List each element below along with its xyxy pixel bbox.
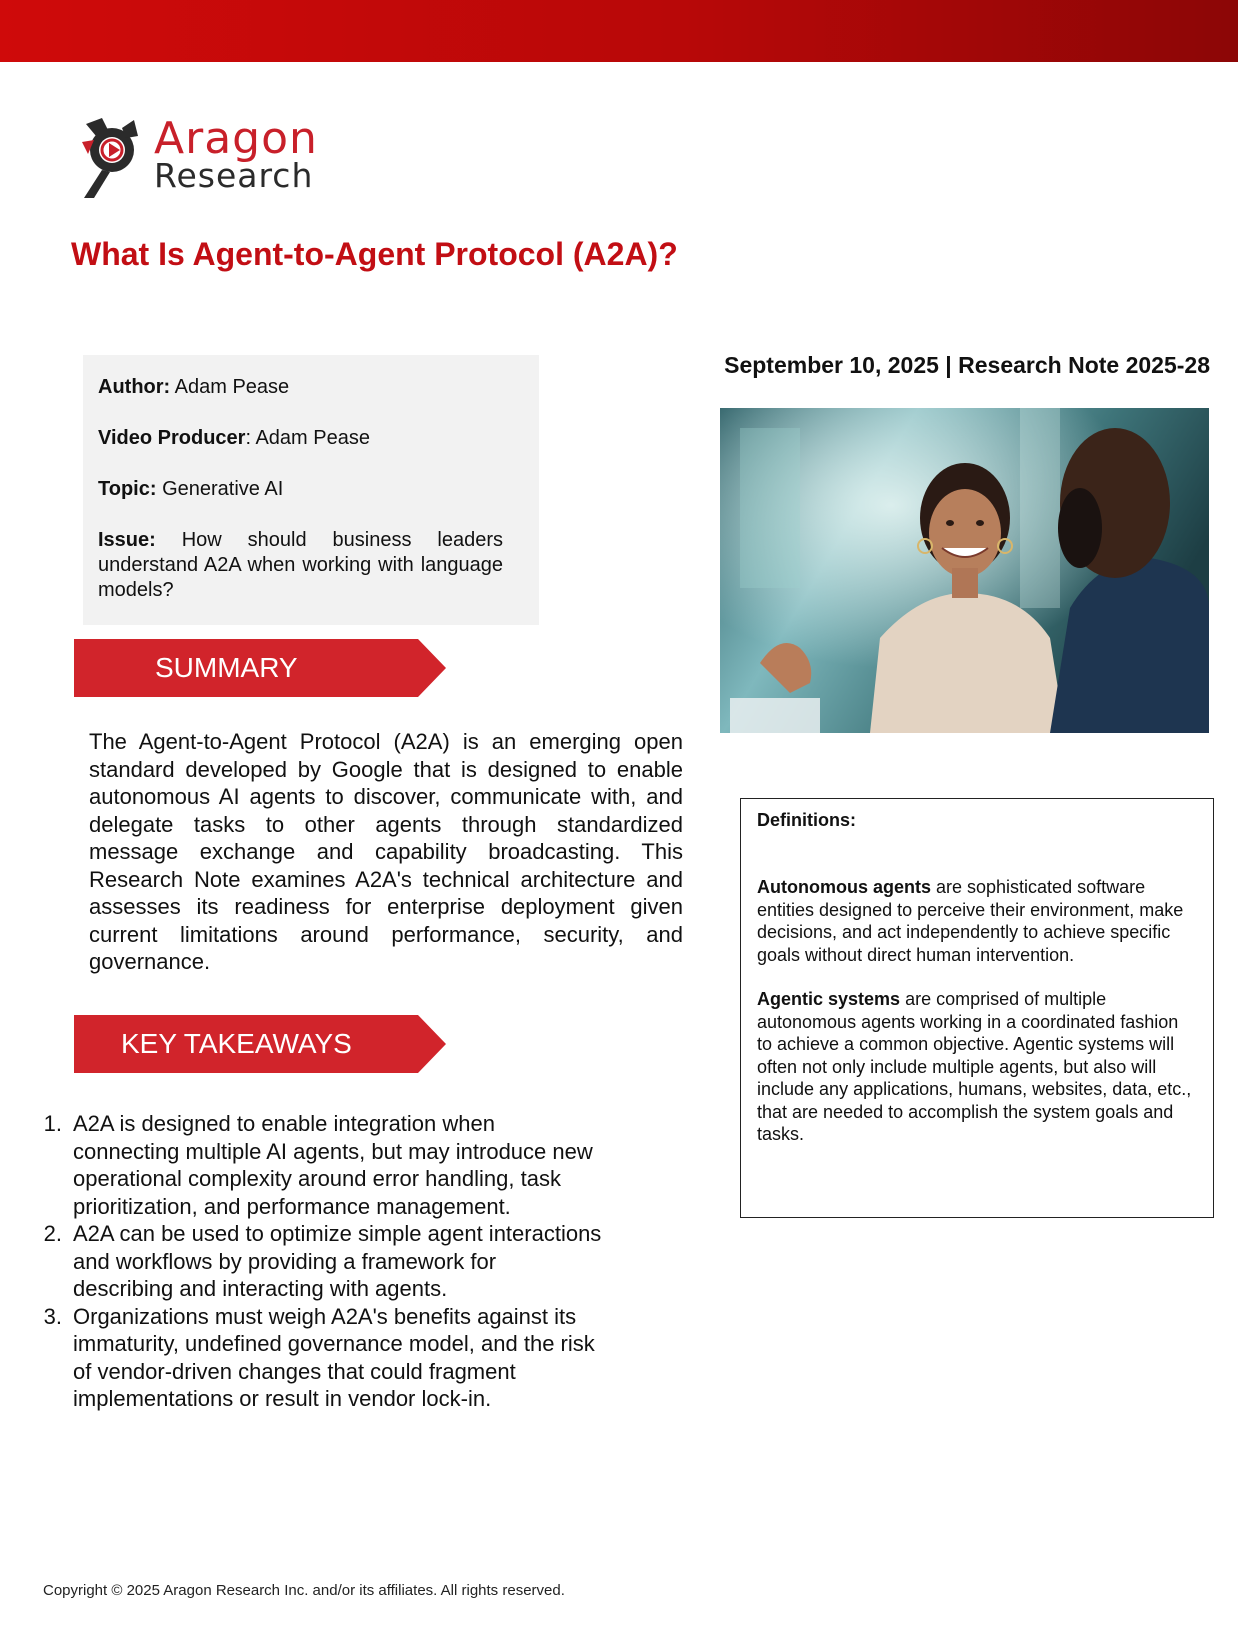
takeaways-heading: KEY TAKEAWAYS: [121, 1028, 352, 1059]
takeaways-list: [32, 1110, 602, 1413]
aragon-camera-play-icon: [82, 114, 142, 200]
author-line: [98, 375, 503, 400]
logo-wordmark-research: Research: [154, 156, 314, 195]
summary-banner: [74, 639, 446, 697]
takeaway-number: 2.: [43, 1221, 62, 1246]
takeaway-item: [32, 1303, 602, 1413]
issue-value: How should business leaders understand A2A when working with language models?: [98, 529, 503, 601]
issue-line: [98, 528, 503, 603]
definition-item: [757, 988, 1197, 1146]
photo-illustration: [720, 408, 1209, 733]
author-label: Author:: [98, 376, 171, 398]
aragon-logo: [82, 114, 342, 200]
topic-value: Generative AI: [156, 478, 284, 500]
takeaway-item: [32, 1110, 602, 1220]
hero-photo: [720, 408, 1209, 733]
definition-text: are comprised of multiple autonomous agents working in a coordinated fashion to achieve a common objective. Agentic systems will often not only include multiple agents, but also will include any applications, humans, websites, data, etc., that are needed to accomplish the system goals and tasks.: [757, 989, 1192, 1144]
producer-line: [98, 426, 503, 451]
definition-term: Autonomous agents: [757, 877, 931, 897]
header-bar: [0, 0, 1238, 62]
takeaway-item: [32, 1220, 602, 1303]
producer-label: Video Producer: [98, 427, 246, 449]
takeaway-number: 1.: [43, 1111, 62, 1136]
takeaway-text: Organizations must weigh A2A's benefits against its immaturity, undefined governance model, and the risk of vendor-driven changes that could fragment implementations or result in vendor lock-in.: [73, 1303, 595, 1411]
definitions-box: [740, 798, 1214, 1218]
date-and-note-number: September 10, 2025 | Research Note 2025-28: [724, 352, 1210, 378]
author-value: Adam Pease: [170, 376, 290, 398]
takeaway-text: A2A is designed to enable integration when connecting multiple AI agents, but may introduce new operational complexity around error handling, task prioritization, and performance management.: [73, 1111, 593, 1219]
definitions-heading: Definitions:: [757, 810, 856, 830]
takeaway-text: A2A can be used to optimize simple agent interactions and workflows by providing a framework for describing and interacting with agents.: [73, 1221, 602, 1301]
definition-text: are sophisticated software entities designed to perceive their environment, make decisions, and act independently to achieve specific goals without direct human intervention.: [757, 877, 1184, 965]
issue-label: Issue:: [98, 529, 156, 551]
producer-value: : Adam Pease: [245, 427, 370, 449]
summary-heading: SUMMARY: [155, 652, 298, 683]
summary-paragraph: The Agent-to-Agent Protocol (A2A) is an emerging open standard developed by Google that is designed to enable autonomous AI agents to discover, communicate with, and delegate tasks to other agents through standardized message exchange and capability broadcasting. This Research Note examines A2A's technical architecture and assesses its readiness for enterprise deployment given current limitations around performance, security, and governance.: [89, 729, 683, 974]
definition-item: [757, 876, 1197, 966]
takeaway-number: 3.: [43, 1303, 62, 1329]
metadata-box: [83, 355, 539, 625]
definition-term: Agentic systems: [757, 989, 901, 1009]
topic-line: [98, 477, 503, 502]
page-title: What Is Agent-to-Agent Protocol (A2A)?: [71, 236, 678, 272]
logo-wordmark-aragon: Aragon: [154, 113, 318, 164]
copyright-footer: Copyright © 2025 Aragon Research Inc. and/or its affiliates. All rights reserved.: [43, 1582, 565, 1599]
topic-label: Topic:: [98, 478, 157, 500]
takeaways-banner: [74, 1015, 446, 1073]
